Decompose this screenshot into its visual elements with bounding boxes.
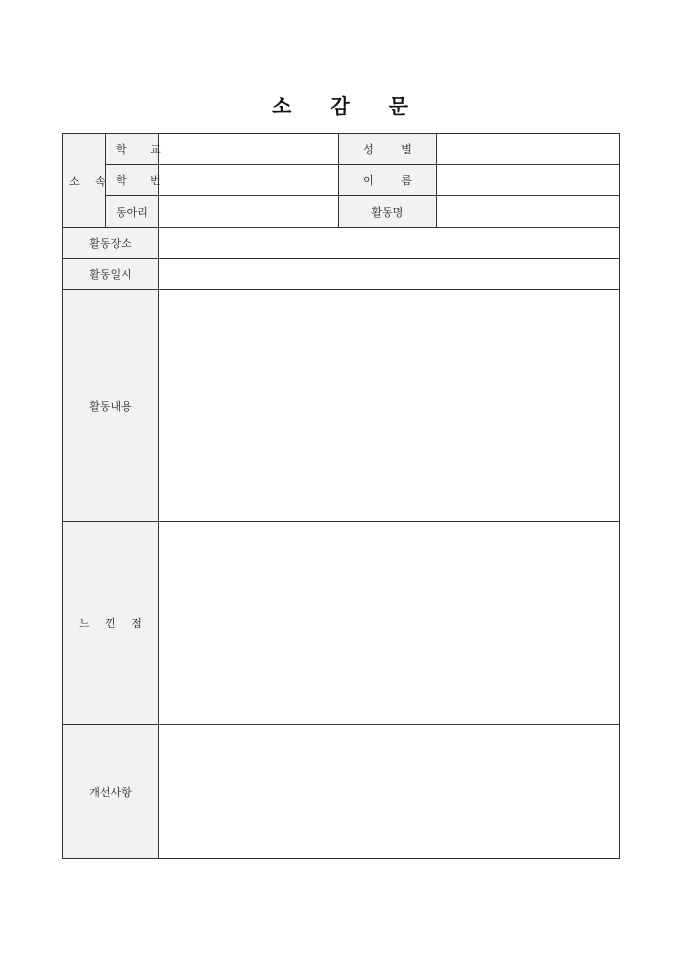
impressions-field[interactable] — [159, 522, 620, 725]
gender-label: 성 별 — [339, 134, 437, 165]
school-label: 학 교 — [106, 134, 159, 165]
activity-place-label: 활동장소 — [63, 228, 159, 259]
activity-name-label: 활동명 — [339, 196, 437, 228]
affiliation-group-label: 소 속 — [63, 134, 106, 228]
form-row-improvements — [63, 725, 620, 859]
activity-name-field[interactable] — [437, 196, 620, 228]
gender-field[interactable] — [437, 134, 620, 165]
school-field[interactable] — [159, 134, 339, 165]
form-row-impressions — [63, 522, 620, 725]
student-id-label: 학 번 — [106, 165, 159, 196]
form-row-datetime — [63, 259, 620, 290]
page-title: 소 감 문 — [272, 94, 424, 118]
club-label: 동아리 — [106, 196, 159, 228]
activity-datetime-label: 활동일시 — [63, 259, 159, 290]
form-row-place — [63, 228, 620, 259]
form-row-content — [63, 290, 620, 522]
name-label: 이 름 — [339, 165, 437, 196]
impressions-label: 느 낀 점 — [63, 522, 159, 725]
club-field[interactable] — [159, 196, 339, 228]
improvements-field[interactable] — [159, 725, 620, 859]
activity-content-field[interactable] — [159, 290, 620, 522]
form-row-club — [63, 196, 620, 228]
reflection-form-table — [62, 133, 620, 859]
activity-content-label: 활동내용 — [63, 290, 159, 522]
name-field[interactable] — [437, 165, 620, 196]
activity-place-field[interactable] — [159, 228, 620, 259]
activity-datetime-field[interactable] — [159, 259, 620, 290]
improvements-label: 개선사항 — [63, 725, 159, 859]
form-row-student-id — [63, 165, 620, 196]
student-id-field[interactable] — [159, 165, 339, 196]
form-row-school — [63, 134, 620, 165]
